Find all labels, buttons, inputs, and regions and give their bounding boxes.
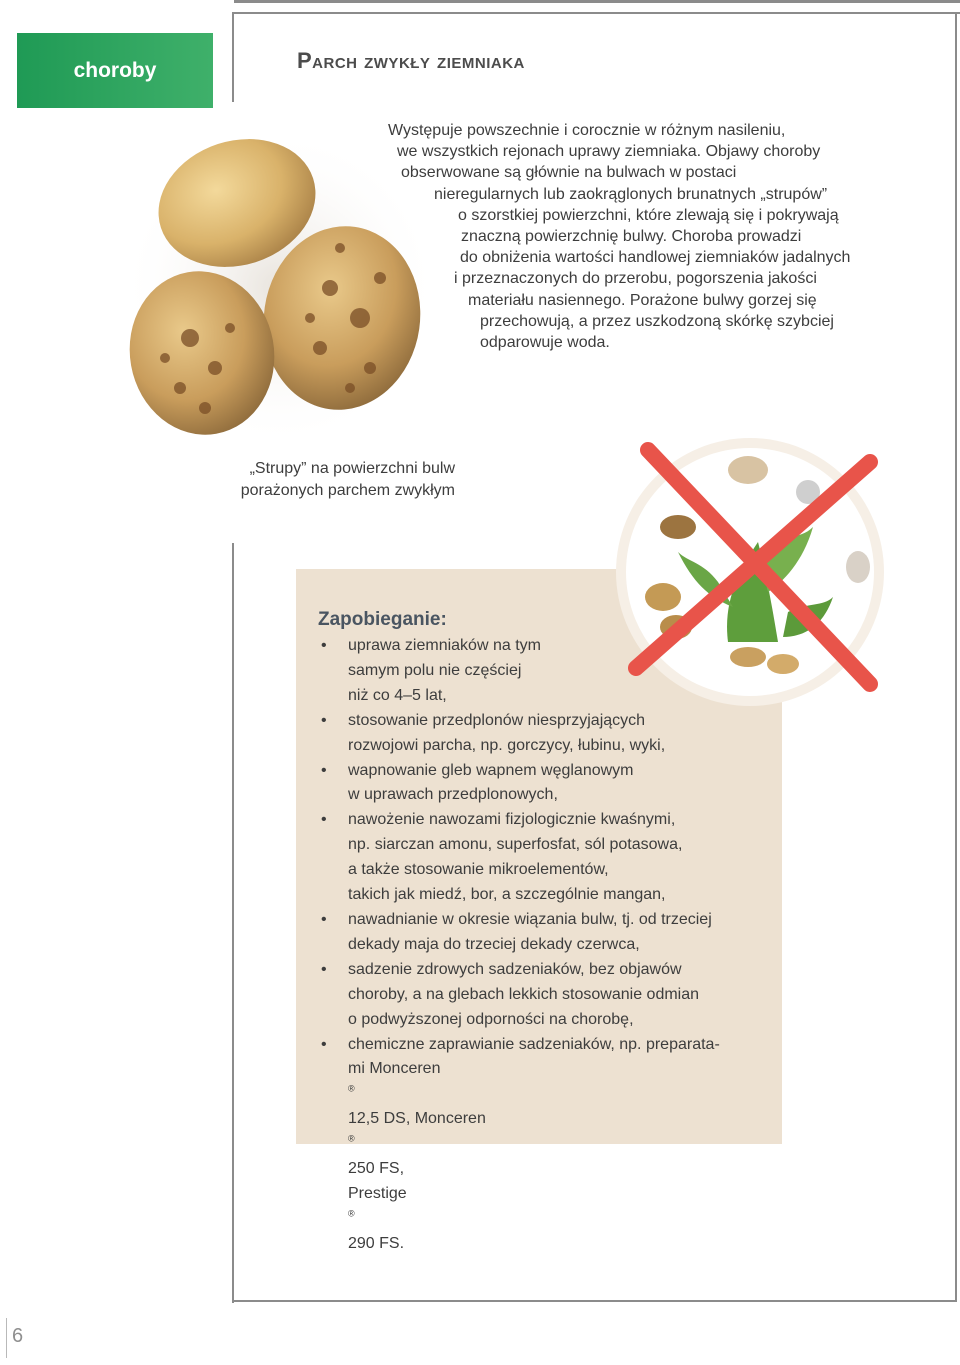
page-number: 6: [12, 1325, 24, 1347]
frame-top-border: [234, 12, 960, 14]
page-title: Parch zwykły ziemniaka: [297, 48, 525, 73]
registered-mark: ®: [348, 1083, 355, 1094]
list-item: [318, 808, 778, 908]
list-item: [318, 958, 778, 1033]
intro-line: obserwowane są głównie na bulwach w postaci: [401, 164, 737, 182]
list-item: [318, 759, 778, 809]
list-item-line: • nawożenie nawozami fizjologicznie kwaśnymi,: [348, 811, 676, 829]
intro-line: i przeznaczonych do przerobu, pogorszenia jakości: [454, 270, 817, 288]
list-item-line: niż co 4–5 lat,: [348, 686, 447, 704]
intro-line: nieregularnych lub zaokrąglonych brunatnych „strupów”: [434, 185, 828, 203]
frame-left-border-upper: [232, 12, 234, 102]
registered-mark: ®: [348, 1208, 355, 1219]
intro-paragraph: [380, 120, 900, 353]
list-item-line: o podwyższonej odporności na chorobę,: [348, 1010, 634, 1028]
list-item-line: [348, 1182, 778, 1257]
top-rule: [234, 0, 960, 3]
frame-right-border: [955, 12, 957, 1302]
list-item-line: a także stosowanie mikroelementów,: [348, 861, 609, 879]
registered-mark: ®: [348, 1133, 355, 1144]
list-item-line: • wapnowanie gleb wapnem węglanowym: [348, 761, 634, 779]
text-fragment: 290 FS.: [348, 1234, 405, 1252]
intro-line: o szorstkiej powierzchni, które zlewają się i pokrywają: [458, 206, 839, 224]
list-item-line: • nawadnianie w okresie wiązania bulw, tj. od trzeciej: [348, 910, 712, 928]
list-item: [318, 709, 778, 759]
list-item-line: choroby, a na glebach lekkich stosowanie odmian: [348, 985, 700, 1003]
list-item-line: w uprawach przedplonowych,: [348, 786, 558, 804]
intro-line: odparowuje woda.: [480, 334, 610, 352]
list-item-line: • uprawa ziemniaków na tym: [348, 637, 541, 654]
list-item-line: samym polu nie częściej: [348, 661, 522, 679]
caption-line: porażonych parchem zwykłym: [240, 481, 455, 499]
section-label: choroby: [73, 58, 157, 82]
list-item-line: • sadzenie zdrowych sadzeniaków, bez objawów: [348, 960, 682, 978]
intro-line: do obniżenia wartości handlowej ziemniaków jadalnych: [460, 249, 851, 267]
list-item-line: • stosowanie przedplonów niesprzyjających: [348, 711, 646, 729]
intro-line: znaczną powierzchnię bulwy. Choroba prowadzi: [461, 228, 802, 246]
list-item-line: dekady maja do trzeciej dekady czerwca,: [348, 935, 640, 953]
section-tab: [17, 33, 213, 108]
text-fragment: Prestige: [348, 1184, 407, 1202]
page-number-rule: [6, 1318, 7, 1358]
list-item-line: [348, 1057, 778, 1182]
intro-line: we wszystkich rejonach uprawy ziemniaka. Objawy choroby: [397, 143, 821, 161]
list-item: [318, 908, 778, 958]
prevention-heading: Zapobieganie:: [318, 609, 447, 630]
frame-left-border-lower: [232, 543, 234, 1303]
list-item-line: • chemiczne zaprawianie sadzeniaków, np. preparata-: [348, 1035, 720, 1053]
disease-cycle-crossed-illustration: [608, 432, 898, 708]
text-fragment: 12,5 DS, Monceren: [348, 1110, 486, 1128]
list-item-line: rozwojowi parcha, np. gorczycy, łubinu, wyki,: [348, 736, 666, 754]
frame-bottom-border: [232, 1300, 957, 1302]
text-fragment: mi Monceren: [348, 1060, 441, 1078]
list-item-line: np. siarczan amonu, superfosfat, sól potasowa,: [348, 836, 683, 854]
intro-line: materiału nasiennego. Porażone bulwy gorzej się: [468, 291, 817, 309]
intro-line: Występuje powszechnie i corocznie w różnym nasileniu,: [388, 122, 786, 139]
list-item-line: takich jak miedź, bor, a szczególnie mangan,: [348, 886, 666, 904]
photo-caption: [214, 458, 455, 501]
prevention-list: [318, 634, 778, 1257]
list-item: [318, 1033, 778, 1257]
intro-line: przechowują, a przez uszkodzoną skórkę szybciej: [480, 312, 834, 330]
text-fragment: 250 FS,: [348, 1160, 405, 1178]
caption-line: „Strupy” na powierzchni bulw: [249, 460, 455, 477]
